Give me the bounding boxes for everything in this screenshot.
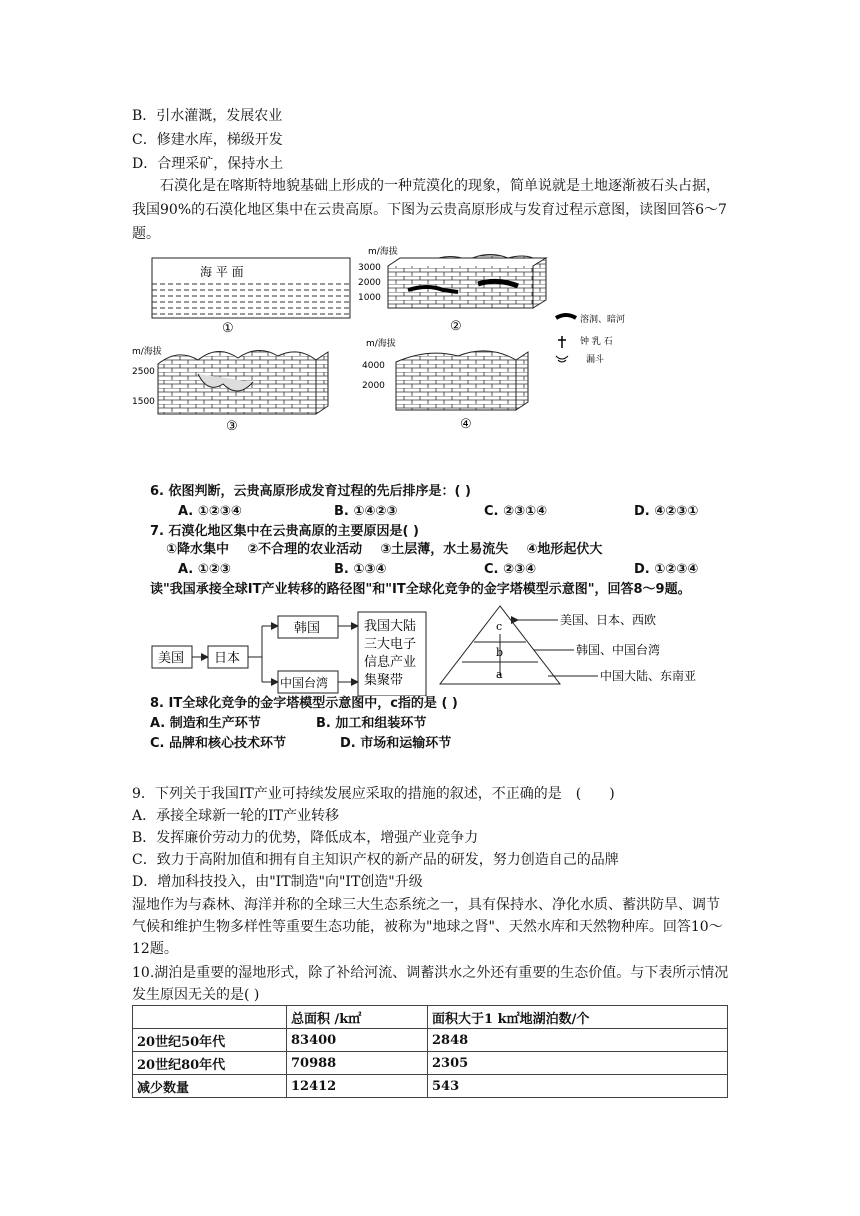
cave-icon [556,315,576,318]
stage-number-2: ② [450,319,462,334]
legend-stalactite: 钟 乳 石 [580,337,613,347]
unit-label-3: m/海拔 [132,347,162,357]
svg-text:4000: 4000 [362,361,385,371]
svg-text:我国大陆: 我国大陆 [364,619,417,634]
svg-text:2500: 2500 [132,367,155,377]
pyramid-label-mid: 韩国、中国台湾 [576,643,661,657]
q6-option-d: D. ④②③① [634,504,699,519]
svg-text:集聚带: 集聚带 [364,673,404,688]
q9-option-a: A．承接全球新一轮的IT产业转移 [132,808,339,824]
q8-option-b: B. 加工和组装环节 [316,716,427,731]
q8-option-c: C. 品牌和核心技术环节 [150,736,287,751]
stalactite-icon [558,336,566,348]
wetland-paragraph: 湿地作为与森林、海洋并称的全球三大生态系统之一，具有保持水、净化水质、蓄洪防旱、调节气候和维护生物多样性等重要生态功能，被称为"地球之肾"、天然水库和天然物种库。回答10～12题。 [132,897,723,957]
intro-paragraph: 石漠化是在喀斯特地貌基础上形成的一种荒漠化的现象，简单说就是土地逐渐被石头占据，我国90%的石漠化地区集中在云贵高原。下图为云贵高原形成与发育过程示意图，读图回答6～7题。 [132,178,727,242]
legend-cave: 溶洞、暗河 [580,315,626,325]
table-header-cell [133,1006,287,1029]
karst-stage-3 [132,345,328,434]
svg-text:2000: 2000 [362,381,385,391]
q7-reasons: ①降水集中 ②不合理的农业活动 ③土层薄，水土易流失 ④地形起伏大 [166,542,603,557]
svg-text:3000: 3000 [358,263,381,273]
table-row [133,1075,728,1098]
q6-stem: 6. 依图判断，云贵高原形成发育过程的先后排序是：( ) [150,484,471,499]
q7-option-a: A. ①②③ [178,562,231,577]
table-header-cell: 面积大于1 k㎡地湖泊数/个 [428,1006,728,1029]
q9-stem: 9．下列关于我国IT产业可持续发展应采取的措施的叙述，不正确的是 ( ) [132,786,615,802]
karst-stage-1 [152,258,350,336]
unit-label-2: m/海拔 [368,247,398,257]
q7-option-d: D. ①②③④ [634,562,699,577]
table-header-cell: 总面积 /k㎡ [287,1006,428,1029]
table-header-row [133,1006,728,1029]
table-cell: 20世纪50年代 [133,1029,287,1052]
q10-stem: 10.湖泊是重要的湿地形式，除了补给河流、调蓄洪水之外还有重要的生态价值。与下表所示情况发生原因无关的是( ) [132,965,729,1003]
pyramid-level-c: c [496,620,503,633]
q7-stem: 7. 石漠化地区集中在云贵高原的主要原因是( ) [150,524,419,539]
q5-option-d: D．合理采矿，保持水土 [132,156,284,172]
q6-option-a: A. ①②③④ [178,504,242,519]
svg-text:2000: 2000 [358,278,381,288]
q7-option-b: B. ①③④ [334,562,387,577]
pyramid-label-bottom: 中国大陆、东南亚 [600,669,697,683]
table-cell: 减少数量 [133,1075,287,1098]
karst-diagram [128,244,708,444]
q6-option-c: C. ②③①④ [484,504,548,519]
svg-text:信息产业: 信息产业 [364,655,417,670]
svg-text:1000: 1000 [358,293,381,303]
karst-legend [556,313,625,365]
q8-option-d: D. 市场和运输环节 [340,736,452,751]
table-cell: 2305 [428,1052,728,1075]
table-row [133,1029,728,1052]
sinkhole-icon [556,356,568,362]
table-cell: 20世纪80年代 [133,1052,287,1075]
table-cell: 70988 [287,1052,428,1075]
svg-text:1500: 1500 [132,397,155,407]
table-row [133,1052,728,1075]
q5-option-b: B．引水灌溉，发展农业 [132,108,283,124]
table-cell: 543 [428,1075,728,1098]
flow-korea: 韩国 [294,621,321,636]
flow-taiwan: 中国台湾 [280,676,329,690]
q8-stem: 8. IT全球化竞争的金字塔模型示意图中，c指的是 ( ) [150,696,458,711]
flow-japan: 日本 [214,651,241,666]
q7-option-c: C. ②③④ [484,562,537,577]
lake-table [132,1005,728,1098]
sea-level-label: 海 平 面 [200,265,244,279]
q9-option-d: D．增加科技投入，由"IT制造"向"IT创造"升级 [132,874,423,890]
stage-number-3: ③ [226,419,238,434]
table-cell: 83400 [287,1029,428,1052]
table-cell: 2848 [428,1029,728,1052]
q6-option-b: B. ①④②③ [334,504,398,519]
svg-text:三大电子: 三大电子 [364,637,417,652]
intro-q8-9: 读"我国承接全球IT产业转移的路径图"和"IT全球化竞争的金字塔模型示意图"，回答8～9题。 [150,582,691,597]
stage-number-4: ④ [460,417,472,432]
flow-usa: 美国 [158,651,185,666]
stage-number-1: ① [222,321,234,336]
karst-stage-2 [358,245,546,334]
pyramid-level-a: a [496,668,503,681]
it-pyramid [440,606,696,684]
pyramid-level-b: b [496,646,504,659]
q9-option-c: C．致力于高附加值和拥有自主知识产权的新产品的研发，努力创造自己的品牌 [132,852,619,868]
it-transfer-diagram [150,604,730,696]
q8-option-a: A. 制造和生产环节 [150,716,261,731]
legend-sinkhole: 漏斗 [586,355,605,365]
unit-label-4: m/海拔 [366,339,396,349]
q5-option-c: C．修建水库，梯级开发 [132,132,283,148]
karst-stage-4 [362,337,528,432]
q9-option-b: B．发挥廉价劳动力的优势，降低成本，增强产业竞争力 [132,830,479,846]
pyramid-label-top: 美国、日本、西欧 [560,613,657,627]
table-cell: 12412 [287,1075,428,1098]
